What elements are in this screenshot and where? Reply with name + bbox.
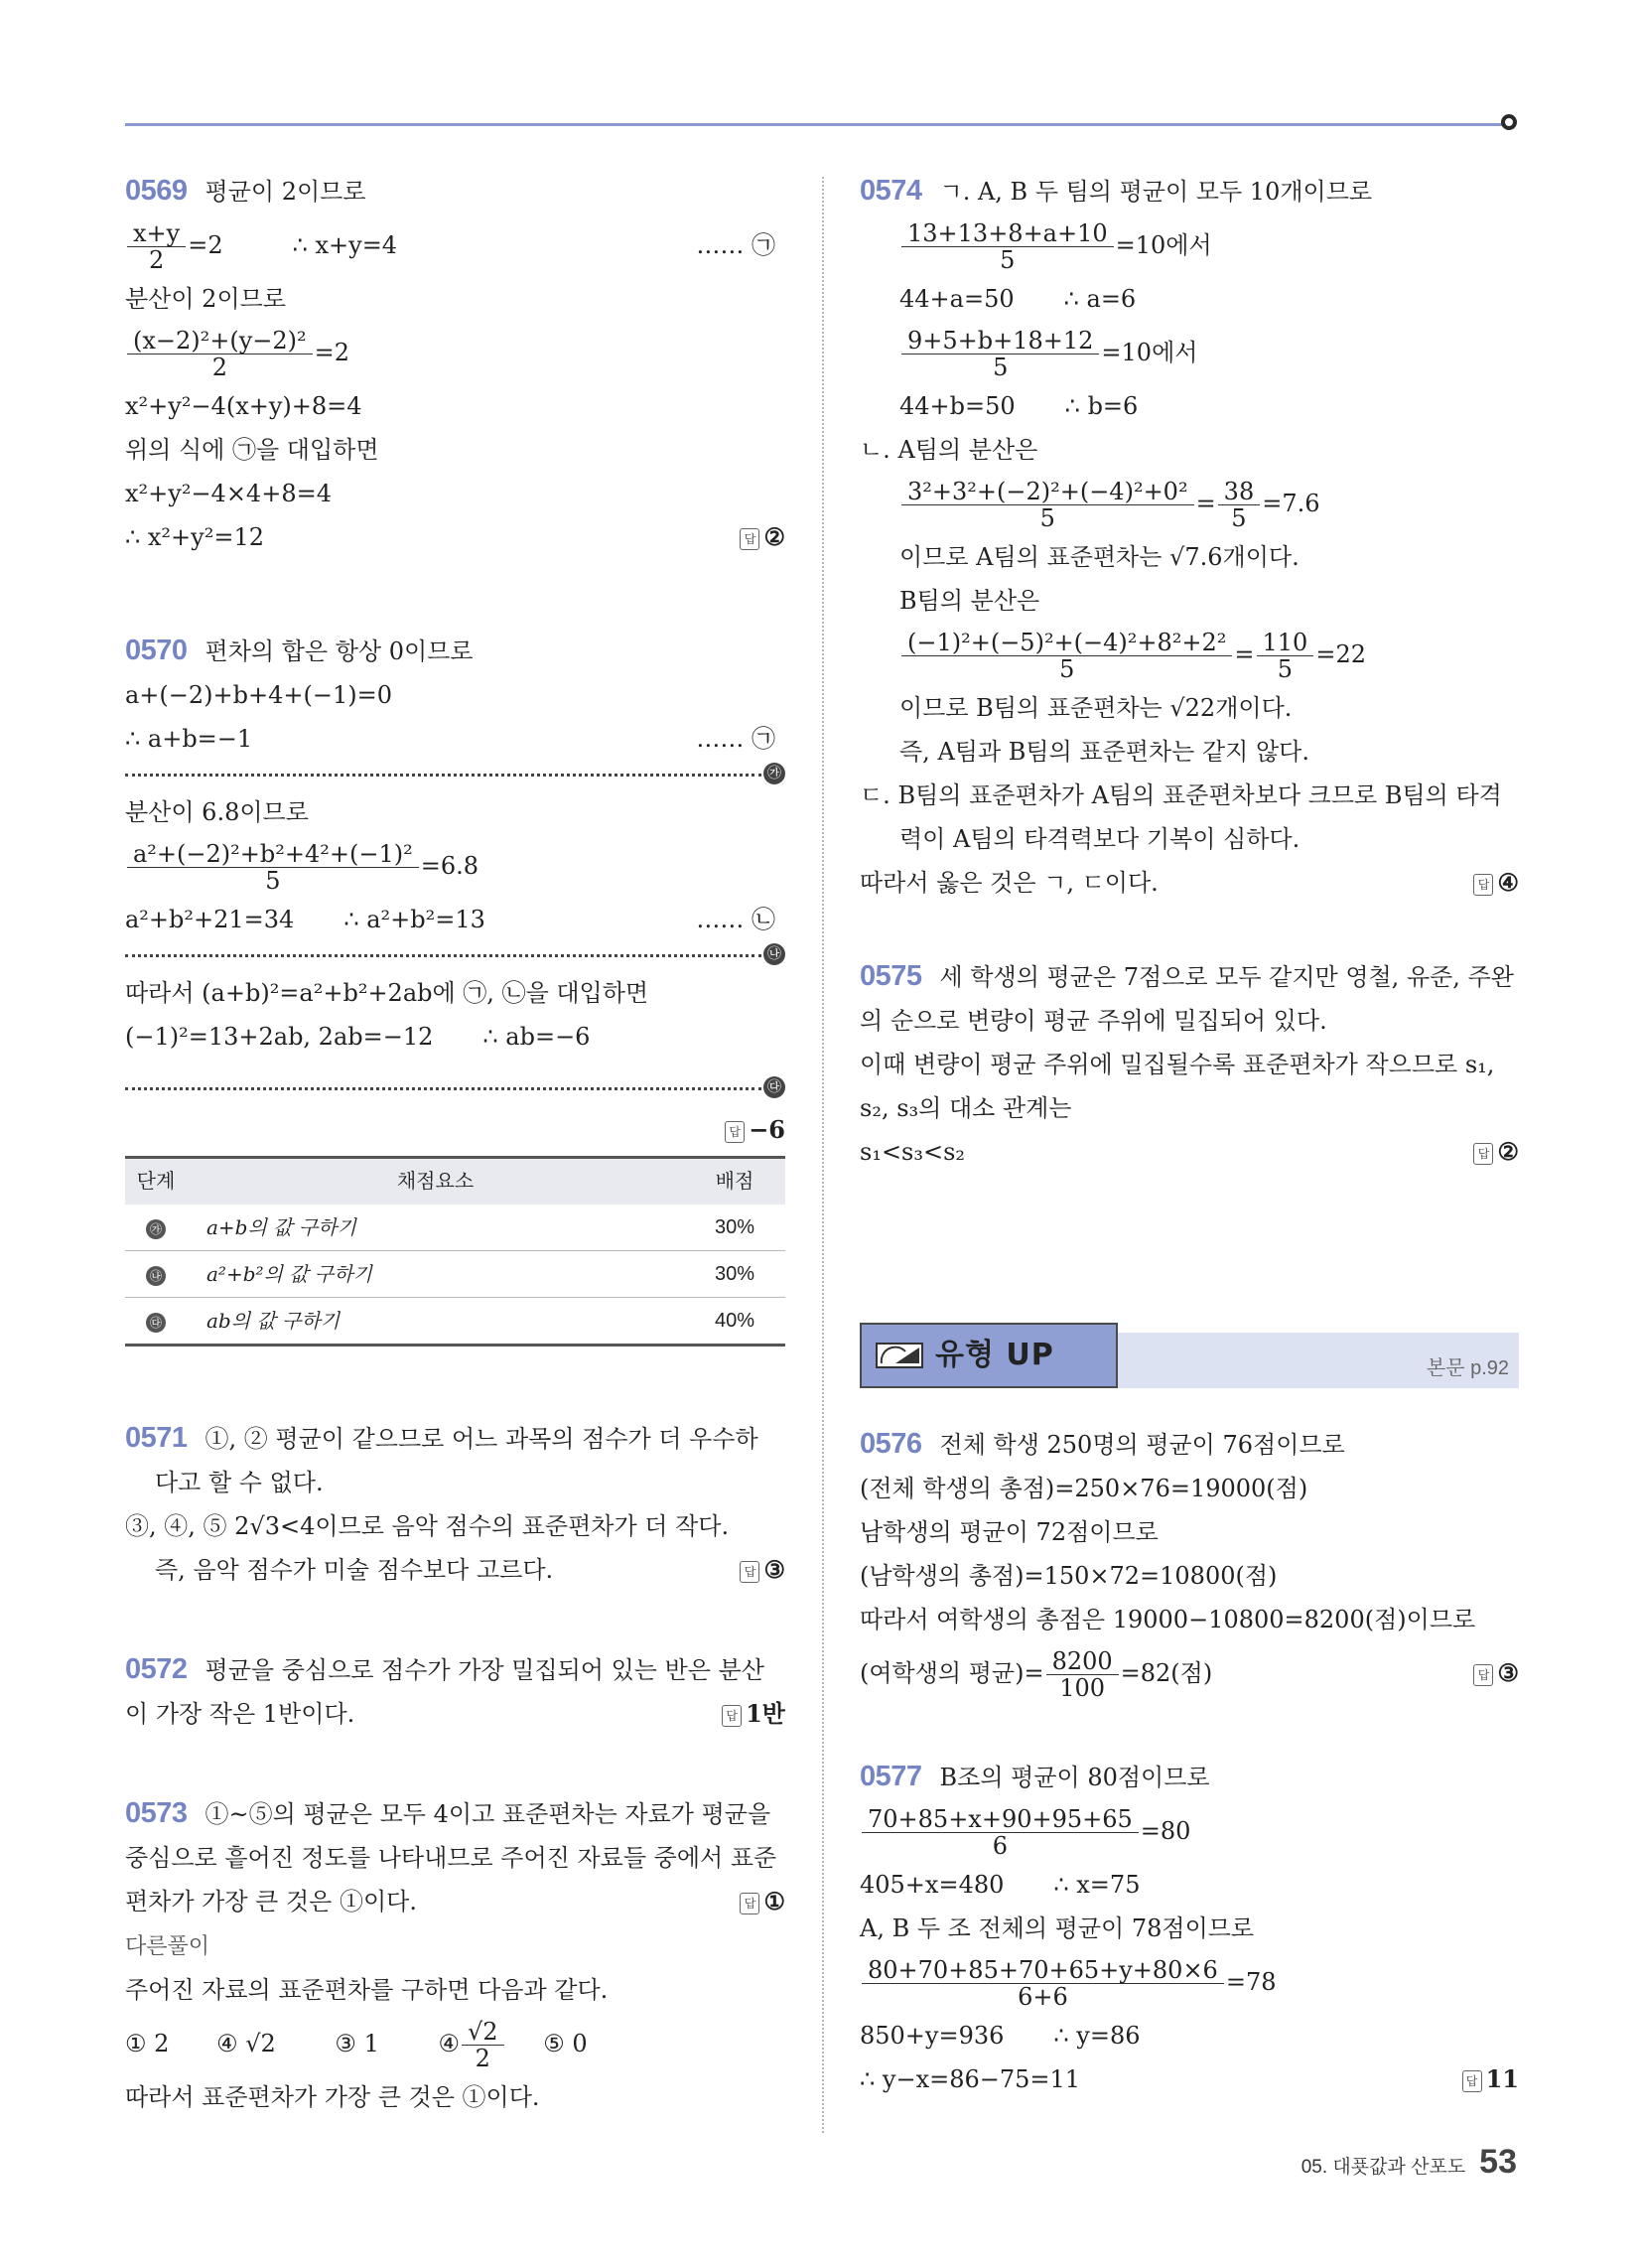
answer-icon: 답 — [725, 1121, 745, 1143]
answer: 답 ② — [1473, 1130, 1519, 1174]
answer: 답 1반 — [722, 1692, 785, 1736]
page-footer — [1301, 2143, 1517, 2182]
problem-0575: 0575 세 학생의 평균은 7점으로 모두 같지만 영철, 유준, 주완 의 순으로 변량이 평균 주위에 밀집되어 있다. 이때 변량이 평균 주위에 밀집될수록 표준편차가 작으므로 s₁, s₂, s₃의 대소 관계는 s₁<s₃<s₂ 답 ② — [860, 954, 1519, 1174]
ruler-protractor-icon — [876, 1338, 923, 1373]
fraction: $\frac{x+y}{2}$ — [127, 220, 186, 273]
answer-icon: 답 — [740, 1561, 759, 1583]
problem-number: 0571 — [125, 1422, 188, 1454]
answer-icon: 답 — [1462, 2070, 1482, 2092]
problem-0577: 0577 B조의 평균이 80점이므로 $\frac{70+85+x+90+95+65}{6}$ =80 405+x=480 ∴ x=75 A, B 두 조 전체의 평균이 78점이므로 $\frac{80+70+85+70+65+y+80\times 6}{6+6}$ =78 850+y=936 ∴ y=86 ∴ y−x=86−75=11 답 11 — [860, 1755, 1519, 2101]
table-row: ㉯ a²+b²의 값 구하기 30% — [125, 1251, 785, 1298]
answer-icon: 답 — [740, 1893, 759, 1914]
answer: 답 ③ — [1473, 1641, 1519, 1705]
problem-number: 0573 — [125, 1797, 188, 1829]
fraction: $\frac{8200}{100}$ — [1046, 1648, 1119, 1701]
chapter-title: 05. 대푯값과 산포도 — [1300, 2157, 1466, 2178]
equation-tag: …… ㉠ — [696, 231, 775, 259]
problem-number: 0575 — [860, 960, 922, 992]
fraction: $\frac{110}{5}$ — [1257, 630, 1314, 682]
fraction: $\frac{\text{(x−2)²+(y−2)²}}{2}$ — [127, 328, 313, 380]
step-separator: ㉯ — [125, 941, 785, 971]
answer: 답 ① — [740, 1880, 785, 1923]
problem-0569: 0569 평균이 2이므로 $\frac{x+y}{2}$ =2 ∴ x+y=4 …… ㉠ 분산이 2이므로 $\frac{\text{(x−2)²+(y−2)²}}{2}$ =2 x²+y²−4(x+y)+8=4 위의 식에 ㉠을 대입하면 x²+y²−4×4+8=4 ∴ x²+y²=12 답 ② — [125, 169, 785, 559]
problem-text: 평균이 2이므로 — [205, 178, 366, 206]
type-up-label: 유형 UP — [935, 1338, 1054, 1372]
problem-number: 0576 — [860, 1428, 922, 1460]
answer-icon: 답 — [722, 1705, 742, 1727]
column-divider — [822, 177, 824, 2133]
problem-number: 0574 — [860, 175, 922, 207]
equation-tag: …… ㉠ — [696, 725, 775, 753]
answer-icon: 답 — [1473, 1143, 1493, 1165]
answer: 답 ② — [740, 515, 785, 559]
fraction: $\frac{9+5+b+18+12}{5}$ — [901, 328, 1099, 380]
answer-icon: 답 — [1473, 1664, 1493, 1686]
answer-icon: 답 — [1473, 874, 1493, 896]
fraction: $\frac{70+85+x+90+95+65}{6}$ — [862, 1806, 1139, 1859]
fraction: $\frac{38}{5}$ — [1218, 479, 1261, 531]
problem-0571: 0571 ①, ② 평균이 같으므로 어느 과목의 점수가 더 우수하 다고 할 수 없다. ③, ④, ⑤ 2√3<4이므로 음악 점수의 표준편차가 더 작다. 즉, 음악 점수가 미술 점수보다 고르다. 답 ③ — [125, 1416, 785, 1592]
answer: 답 ④ — [1473, 861, 1519, 905]
answer: 답 −6 — [725, 1108, 785, 1152]
answer-icon: 답 — [740, 528, 759, 550]
header-rule-dot — [1501, 114, 1517, 130]
fraction: $\frac{\text{a²+(−2)²+b²+4²+(−1)²}}{5}$ — [127, 841, 419, 894]
answer: 답 ③ — [740, 1548, 785, 1592]
type-up-banner — [860, 1323, 1519, 1392]
problem-0574: 0574 ㄱ. A, B 두 팀의 평균이 모두 10개이므로 $\frac{13+13+8+a+10}{5}$ =10에서 44+a=50 ∴ a=6 $\frac{9+5+b+18+12}{5}$ =10에서 44+b=50 ∴ b=6 ㄴ. A팀의 분산은 $\frac{\text{3²+3²+(−2)²+(−4)²+0²}}{5}$ = $\frac{38}{5}$ =7.6 이므로 A팀의 표준편차는 √7.6개이다. B팀의 분산은 $\frac{\text{(−1)²+(−5)²+(−4)²+8²+2²}}{5}$ = $\frac{110}{5}$ =22 이므로 B팀의 표준편차는 √22개이다. 즉, A팀과 B팀의 표준편차는 같지 않다. ㄷ. B팀의 표준편차가 A팀의 표준편차보다 크므로 B팀의 타격 력이 A팀의 타격력보다 기복이 심하다. 따라서 옳은 것은 ㄱ, ㄷ이다. 답 ④ — [860, 169, 1519, 905]
scoring-table: 단계 채점요소 배점 ㉮ a+b의 값 구하기 30% ㉯ a²+b²의 값 구하기 30% ㉰ ab의 값 구하기 40% — [125, 1156, 785, 1347]
problem-number: 0569 — [125, 175, 188, 207]
table-row: ㉮ a+b의 값 구하기 30% — [125, 1205, 785, 1251]
fraction: $\frac{13+13+8+a+10}{5}$ — [901, 220, 1114, 273]
alternate-solution-label: 다른풀이 — [125, 1933, 210, 1958]
problem-0573: 0573 ①~⑤의 평균은 모두 4이고 표준편차는 자료가 평균을 중심으로 흩어진 정도를 나타내므로 주어진 자료들 중에서 표준 편차가 가장 큰 것은 ①이다. 답 ① 다른풀이 주어진 자료의 표준편차를 구하면 다음과 같다. ① 2 ④ √2 ③ 1 ④ $\frac{√2}{2}$ ⑤ 0 따라서 표준편차가 가장 큰 것은 ①이다. — [125, 1797, 785, 2111]
fraction: $\frac{\text{3²+3²+(−2)²+(−4)²+0²}}{5}$ — [901, 479, 1194, 531]
table-row: ㉰ ab의 값 구하기 40% — [125, 1298, 785, 1346]
step-separator: ㉮ — [125, 761, 785, 790]
page-reference: 본문 p.92 — [1426, 1357, 1509, 1379]
page-number: 53 — [1479, 2143, 1517, 2181]
header-rule — [125, 123, 1515, 126]
answer: 답 11 — [1462, 2057, 1519, 2101]
equation-tag: …… ㉡ — [696, 906, 775, 933]
step-separator: ㉰ — [125, 1074, 785, 1104]
fraction: $\frac{80+70+85+70+65+y+80\times 6}{6+6}$ — [862, 1957, 1224, 2010]
problem-0570: 0570 편차의 합은 항상 0이므로 a+(−2)+b+4+(−1)=0 ∴ a+b=−1 …… ㉠ ㉮ 분산이 6.8이므로 $\frac{\text{a²+(−2)²+b²+4²+(−1)²}}{5}$ =6.8 a²+b²+21=34 ∴ a²+b²=13 …… ㉡ ㉯ 따라서 (a+b)²=a²+b²+2ab에 ㉠, ㉡을 대입하면 (−1)²=13+2ab, 2ab=−12 ∴ ab=−6 ㉰ 답 −6 단계 채점요소 배점 ㉮ a+b의 값 구하기 30% ㉯ a²+b²의 값 구하기 30% ㉰ ab의 값 구하기 40% — [125, 629, 785, 1347]
problem-number: 0577 — [860, 1761, 922, 1792]
problem-number: 0570 — [125, 635, 188, 666]
problem-0576: 0576 전체 학생 250명의 평균이 76점이므로 (전체 학생의 총점)=250×76=19000(점) 남학생의 평균이 72점이므로 (남학생의 총점)=150×72=10800(점) 따라서 여학생의 총점은 19000−10800=8200(점)이므로 (여학생의 평균)= $\frac{8200}{100}$ =82(점) 답 ③ — [860, 1422, 1519, 1705]
fraction: $\frac{√2}{2}$ — [462, 2019, 504, 2071]
problem-0572: 0572 평균을 중심으로 점수가 가장 밀집되어 있는 반은 분산 이 가장 작은 1반이다. 답 1반 — [125, 1647, 785, 1736]
fraction: $\frac{\text{(−1)²+(−5)²+(−4)²+8²+2²}}{5}$ — [901, 630, 1232, 682]
problem-number: 0572 — [125, 1653, 188, 1685]
left-column — [125, 169, 785, 2119]
right-column — [860, 169, 1519, 2101]
